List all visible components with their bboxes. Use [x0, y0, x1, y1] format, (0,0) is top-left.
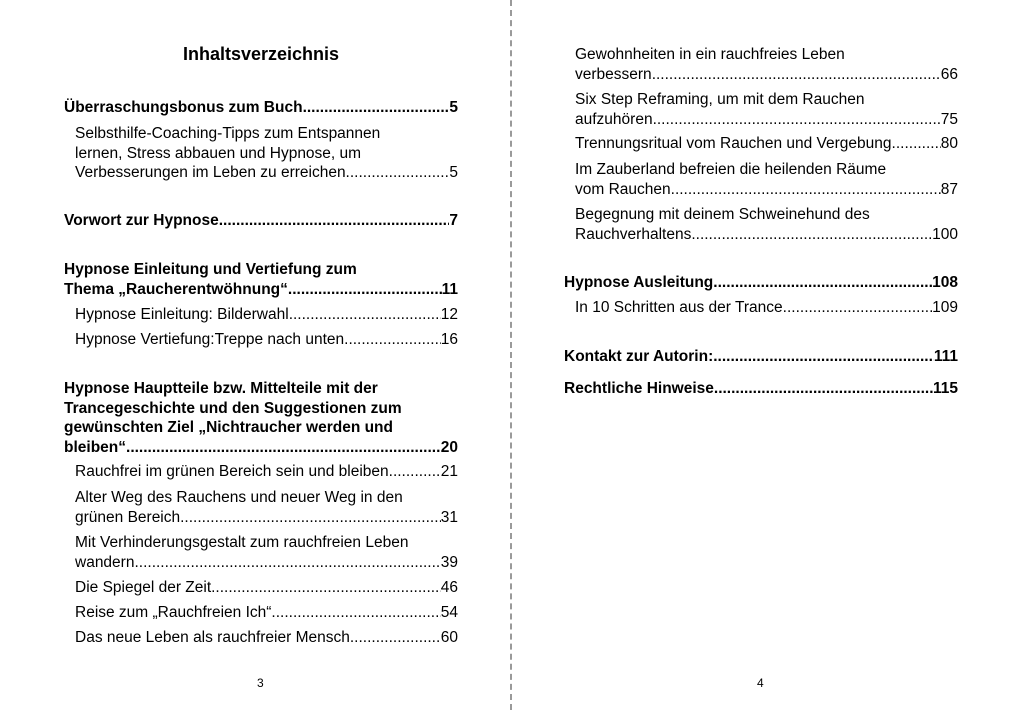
- page-number: 3: [257, 676, 264, 690]
- toc-entry[interactable]: Reise zum „Rauchfreien Ich“ ..... 54: [75, 603, 458, 623]
- toc-entry[interactable]: Selbsthilfe-Coaching-Tipps zum Entspannen lernen, Stress abbauen und Hypnose, um Verbesserungen im Leben zu erreichen. ..... 5: [75, 124, 458, 183]
- left-page: [64, 0, 458, 710]
- toc-entry[interactable]: Trennungsritual vom Rauchen und Vergebung ..... 80: [575, 134, 958, 154]
- toc-entry[interactable]: Vorwort zur Hypnose ..... 7: [64, 211, 458, 231]
- toc-entry[interactable]: Die Spiegel der Zeit ..... 46: [75, 578, 458, 598]
- toc-entry[interactable]: Six Step Reframing, um mit dem Rauchen aufzuhören ..... 75: [575, 90, 958, 129]
- toc-entry[interactable]: Hypnose Einleitung: Bilderwahl ..... 12: [75, 305, 458, 325]
- toc-entry[interactable]: Rechtliche Hinweise ..... 115: [564, 379, 958, 399]
- toc-entry[interactable]: Hypnose Vertiefung:Treppe nach unten ..... 16: [75, 330, 458, 350]
- toc-entry[interactable]: Kontakt zur Autorin: ..... 111: [564, 347, 958, 367]
- right-page: [564, 0, 958, 710]
- toc-entry[interactable]: Überraschungsbonus zum Buch ..... 5: [64, 98, 458, 118]
- toc-entry[interactable]: Hypnose Ausleitung ..... 108: [564, 273, 958, 293]
- toc-entry[interactable]: Alter Weg des Rauchens und neuer Weg in den grünen Bereich ..... 31: [75, 488, 458, 527]
- toc-entry[interactable]: Rauchfrei im grünen Bereich sein und bleiben ..... 21: [75, 462, 458, 482]
- toc-entry[interactable]: Mit Verhinderungsgestalt zum rauchfreien Leben wandern ..... 39: [75, 533, 458, 572]
- toc-entry[interactable]: Begegnung mit deinem Schweinehund des Rauchverhaltens ..... 100: [575, 205, 958, 244]
- toc-entry[interactable]: Gewohnheiten in ein rauchfreies Leben verbessern ..... 66: [575, 45, 958, 84]
- toc-entry[interactable]: Im Zauberland befreien die heilenden Räume vom Rauchen ..... 87: [575, 160, 958, 199]
- toc-entry[interactable]: Hypnose Einleitung und Vertiefung zum Thema „Raucherentwöhnung“ ..... 11: [64, 260, 458, 299]
- toc-title: Inhaltsverzeichnis: [182, 44, 340, 64]
- page-divider: [510, 0, 512, 710]
- page-number: 4: [757, 676, 764, 690]
- toc-entry[interactable]: Das neue Leben als rauchfreier Mensch ..... 60: [75, 628, 458, 648]
- toc-entry[interactable]: In 10 Schritten aus der Trance ..... 109: [575, 298, 958, 318]
- toc-entry[interactable]: Hypnose Hauptteile bzw. Mittelteile mit der Trancegeschichte und den Suggestionen zum gewünschten Ziel „Nichtraucher werden und bleiben“ ..... 20: [64, 379, 458, 457]
